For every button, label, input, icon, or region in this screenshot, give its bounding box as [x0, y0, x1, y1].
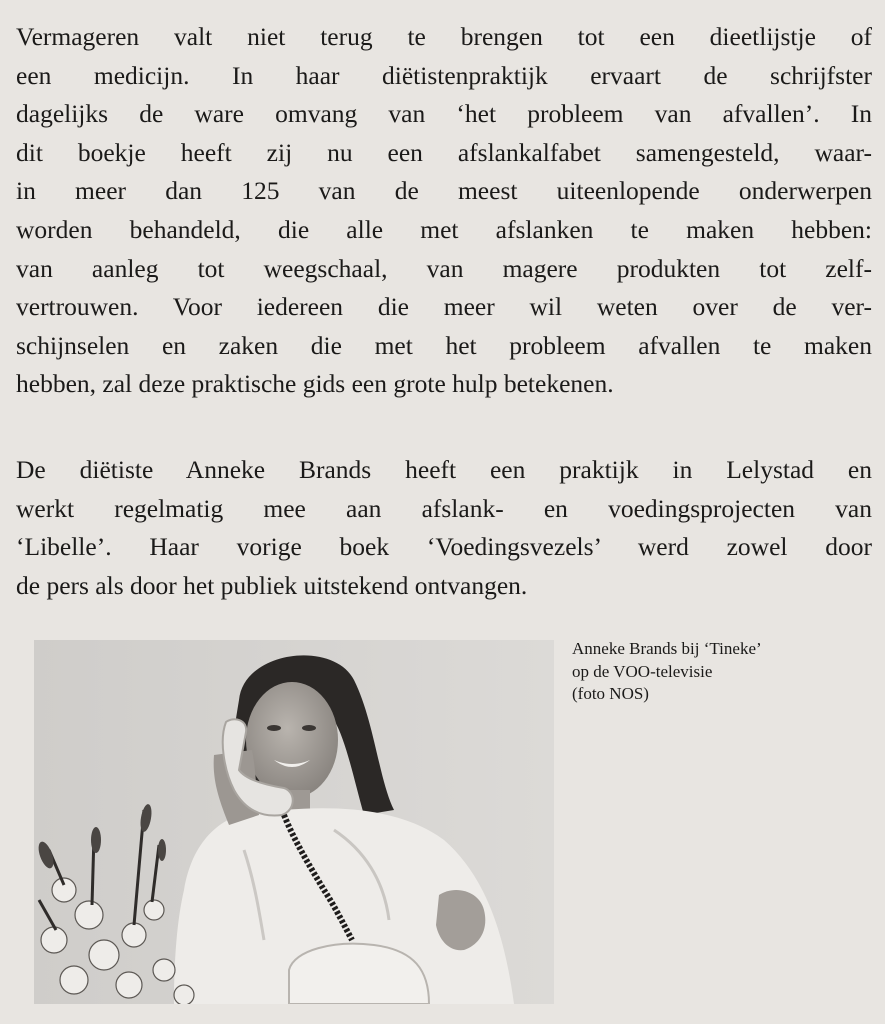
text-line: schijnselen en zaken die met het probleem afvallen te maken: [16, 330, 872, 360]
author-bio-paragraph: [16, 451, 872, 605]
text-line: dagelijks de ware omvang van ‘het probleem van afvallen’. In: [16, 99, 872, 129]
text-line: ‘Libelle’. Haar vorige boek ‘Voedingsvezels’ werd zowel door: [16, 532, 872, 562]
caption-line: Anneke Brands bij ‘Tineke’: [572, 639, 762, 658]
text-line: De diëtiste Anneke Brands heeft een praktijk in Lelystad en: [16, 455, 872, 484]
text-line: vertrouwen. Voor iedereen die meer wil weten over de ver-: [16, 292, 872, 322]
author-photo: [34, 640, 554, 1004]
photo-caption: [572, 638, 872, 706]
text-line: een medicijn. In haar diëtistenpraktijk ervaart de schrijfster: [16, 60, 872, 90]
text-line: dit boekje heeft zij nu een afslankalfabet samengesteld, waar-: [16, 137, 872, 167]
text-line: hebben, zal deze praktische gids een grote hulp betekenen.: [16, 369, 614, 399]
text-line: Vermageren valt niet terug te brengen tot een dieetlijstje of: [16, 22, 872, 51]
text-line: in meer dan 125 van de meest uiteenlopende onderwerpen: [16, 176, 872, 206]
text-line: de pers als door het publiek uitstekend ontvangen.: [16, 570, 528, 600]
text-line: worden behandeld, die alle met afslanken te maken hebben:: [16, 214, 872, 244]
caption-line: (foto NOS): [572, 684, 649, 703]
text-line: werkt regelmatig mee aan afslank- en voedingsprojecten van: [16, 493, 872, 523]
book-description-paragraph: [16, 18, 872, 404]
caption-line: op de VOO-televisie: [572, 661, 713, 681]
text-line: van aanleg tot weegschaal, van magere produkten tot zelf-: [16, 253, 872, 283]
